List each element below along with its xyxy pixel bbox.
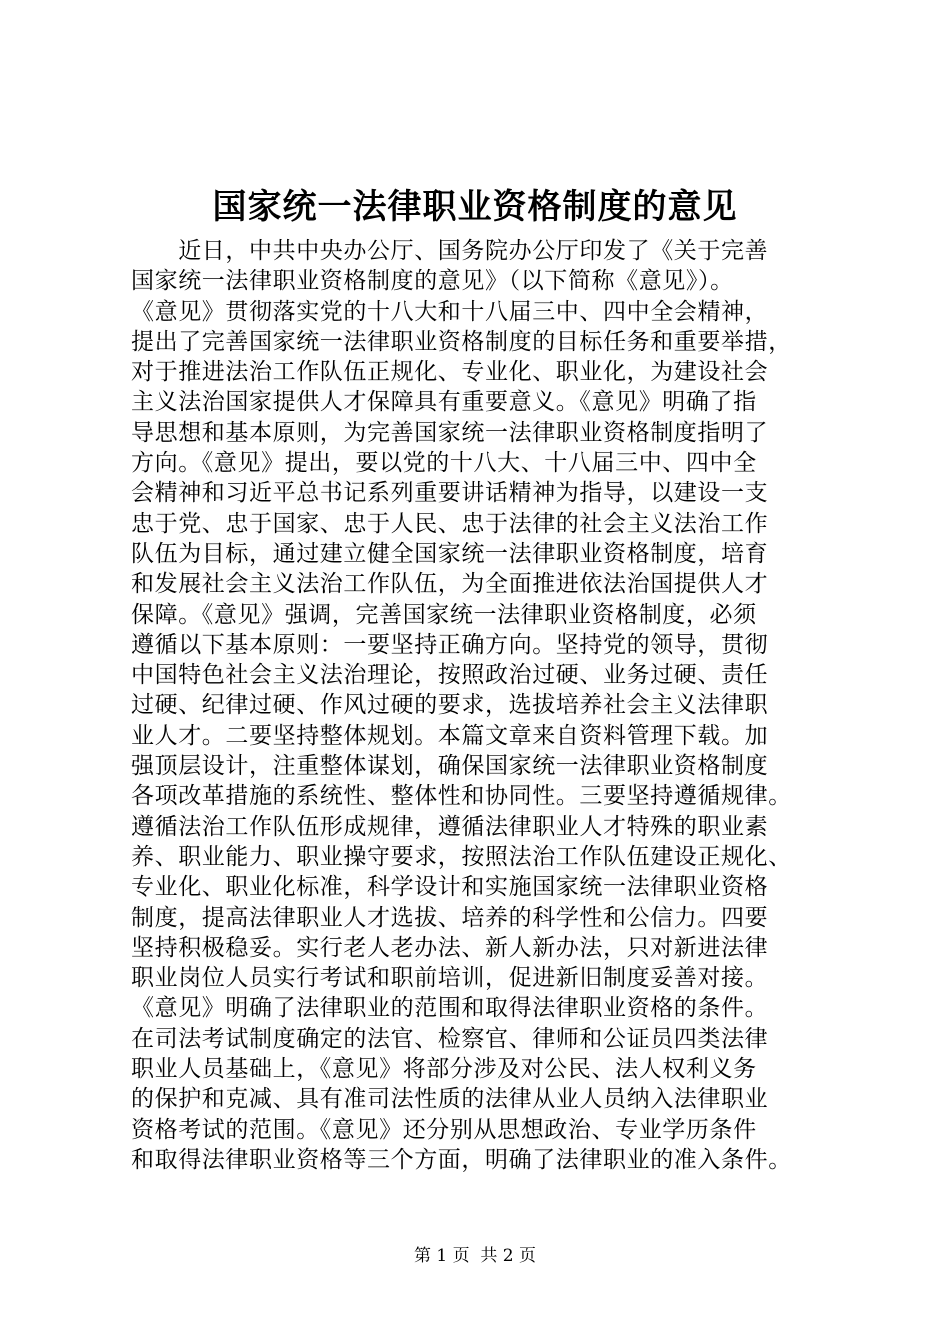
page-number-footer: 第 1 页 共 2 页 [413, 1246, 537, 1266]
body-paragraph: 近日，中共中央办公厅、国务院办公厅印发了《关于完善 国家统一法律职业资格制度的意见》（以下简称《意见》）。 《意见》贯彻落实党的十八大和十八届三中、四中全会精神， 提出了完善国家统一法律职业资格制度的目标任务和重要举措， 对于推进法治工作队伍正规化、专业化、职业化，为建设社会 主义法治国家提供人才保障具有重要意义。《意见》明确了指 导思想和基本原则，为完善国家统一法律职业资格制度指明了 方向。《意见》提出，要以党的十八大、十八届三中、四中全 会精神和习近平总书记系列重要讲话精神为指导，以建设一支 忠于党、忠于国家、忠于人民、忠于法律的社会主义法治工作 队伍为目标，通过建立健全国家统一法律职业资格制度，培育 和发展社会主义法治工作队伍，为全面推进依法治国提供人才 保障。《意见》强调，完善国家统一法律职业资格制度，必须 遵循以下基本原则：一要坚持正确方向。坚持党的领导，贯彻 中国特色社会主义法治理论，按照政治过硬、业务过硬、责任 过硬、纪律过硬、作风过硬的要求，选拔培养社会主义法律职 业人才。二要坚持整体规划。本篇文章来自资料管理下载。加 强顶层设计，注重整体谋划，确保国家统一法律职业资格制度 各项改革措施的系统性、整体性和协同性。三要坚持遵循规律。 遵循法治工作队伍形成规律，遵循法律职业人才特殊的职业素 养、职业能力、职业操守要求，按照法治工作队伍建设正规化、 专业化、职业化标准，科学设计和实施国家统一法律职业资格 制度，提高法律职业人才选拔、培养的科学性和公信力。四要 坚持积极稳妥。实行老人老办法、新人新办法，只对新进法律 职业岗位人员实行考试和职前培训，促进新旧制度妥善对接。 《意见》明确了法律职业的范围和取得法律职业资格的条件。 在司法考试制度确定的法官、检察官、律师和公证员四类法律 职业人员基础上，《意见》将部分涉及对公民、法人权利义务 的保护和克减、具有准司法性质的法律从业人员纳入法律职业 资格考试的范围。《意见》还分别从思想政治、专业学历条件 和取得法律职业资格等三个方面，明确了法律职业的准入条件。 [131, 238, 792, 1173]
document-title: 国家统一法律职业资格制度的意见 [212, 187, 738, 227]
